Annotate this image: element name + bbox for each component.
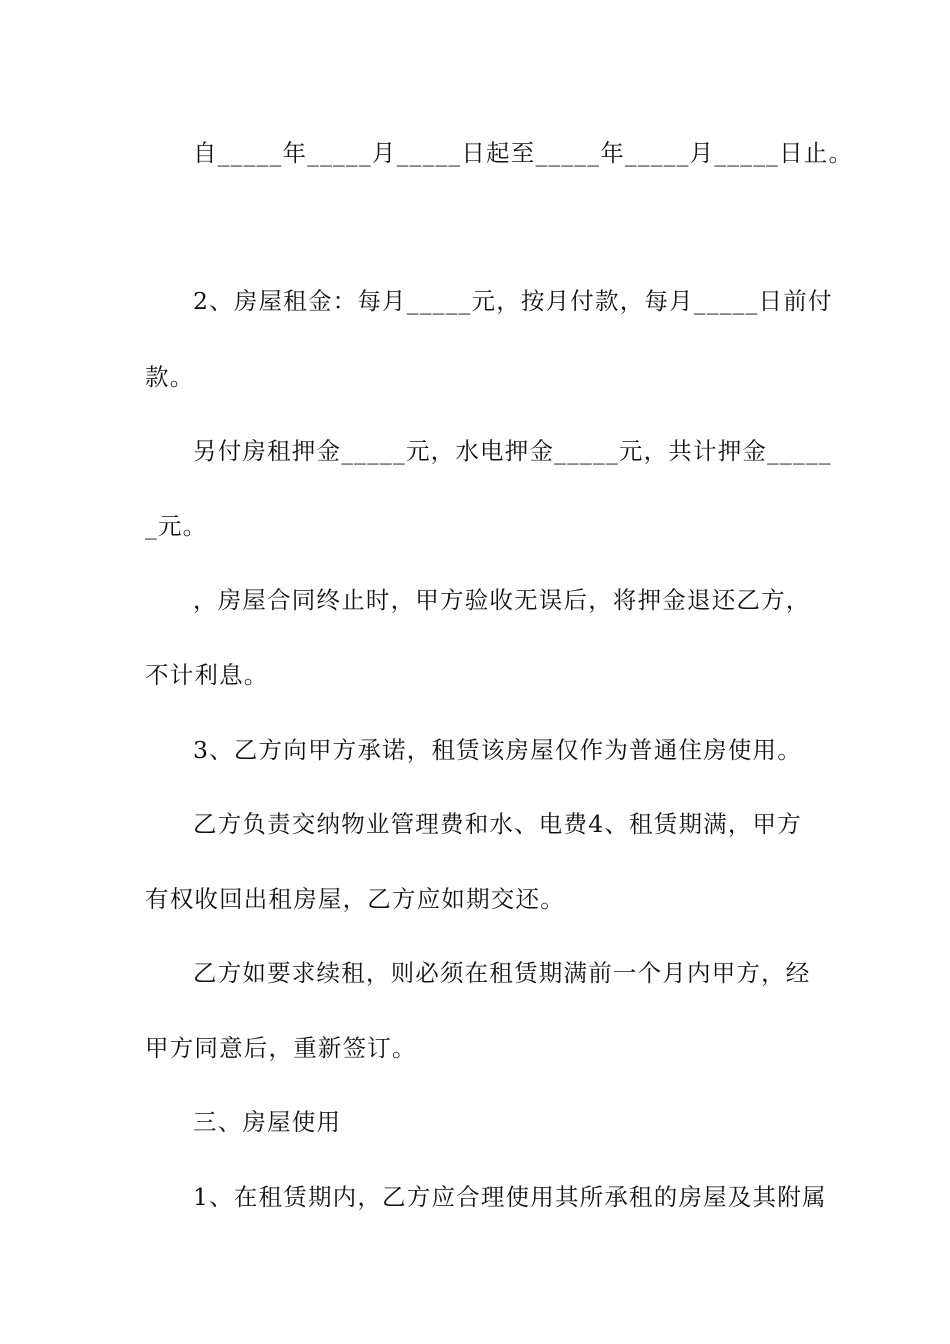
deposit-clause-continuation: _元。 (145, 512, 208, 540)
usage-promise-line: 3、乙方向甲方承诺，租赁该房屋仅作为普通住房使用。 (193, 736, 802, 764)
section-heading-house-use: 三、房屋使用 (193, 1108, 342, 1136)
deposit-refund-line: ，房屋合同终止时，甲方验收无误后，将押金退还乙方， (193, 586, 811, 614)
fees-expiry-continuation: 有权收回出租房屋，乙方应如期交还。 (145, 885, 565, 913)
lease-term-line: 自_____年_____月_____日起至_____年_____月_____日止。 (193, 139, 854, 167)
renewal-line: 乙方如要求续租，则必须在租赁期满前一个月内甲方，经 (193, 959, 811, 987)
rent-clause-line: 2、房屋租金：每月_____元，按月付款，每月_____日前付 (193, 287, 833, 315)
deposit-clause-line: 另付房租押金_____元，水电押金_____元，共计押金_____ (193, 437, 832, 465)
deposit-refund-continuation: 不计利息。 (145, 661, 269, 689)
renewal-continuation: 甲方同意后，重新签订。 (145, 1034, 417, 1062)
fees-expiry-line: 乙方负责交纳物业管理费和水、电费4、租赁期满，甲方 (193, 810, 802, 838)
house-use-clause-line: 1、在租赁期内，乙方应合理使用其所承租的房屋及其附属 (193, 1183, 827, 1211)
rent-clause-continuation: 款。 (145, 363, 195, 391)
